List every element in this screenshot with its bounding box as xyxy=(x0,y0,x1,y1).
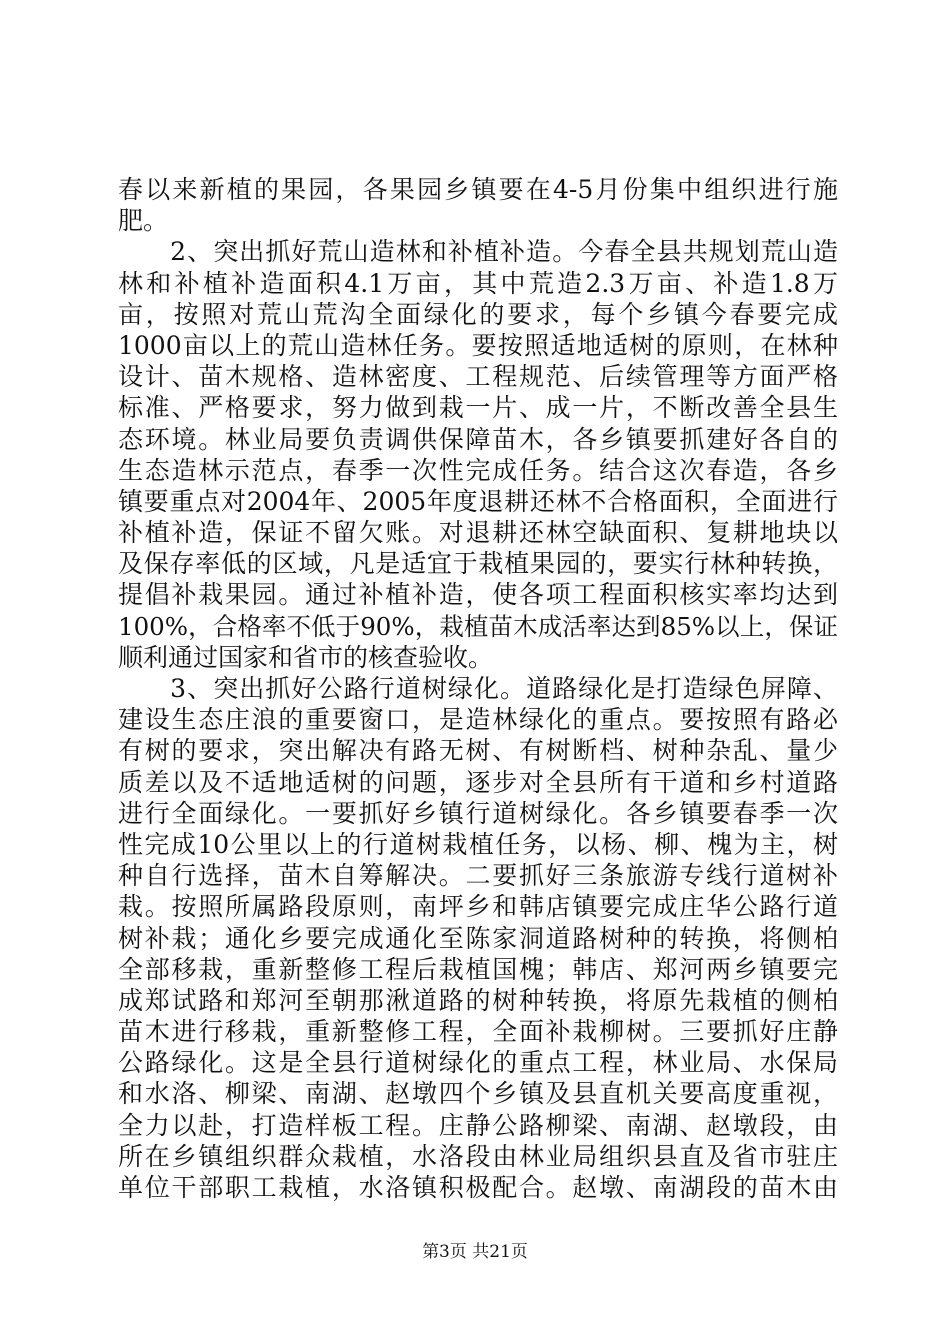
text-line: 100%，合格率不低于90%，栽植苗木成活率达到85%以上，保证 xyxy=(118,611,838,641)
text-line: 所在乡镇组织群众栽植，水洛段由林业局组织县直及省市驻庄 xyxy=(118,1141,838,1171)
text-line: 3、突出抓好公路行道树绿化。道路绿化是打造绿色屏障、 xyxy=(118,674,838,703)
text-line: 亩，按照对荒山荒沟全面绿化的要求，每个乡镇今春要完成 xyxy=(118,299,838,329)
text-line: 进行全面绿化。一要抓好乡镇行道树绿化。各乡镇要春季一次 xyxy=(118,798,838,828)
text-line: 种自行选择，苗木自筹解决。二要抓好三条旅游专线行道树补 xyxy=(118,861,838,891)
text-line: 态环境。林业局要负责调供保障苗木，各乡镇要抓建好各自的 xyxy=(118,424,838,454)
text-line: 提倡补栽果园。通过补植补造，使各项工程面积核实率均达到 xyxy=(118,580,838,610)
text-line: 肥。 xyxy=(118,206,169,236)
text-line: 全部移栽，重新整修工程后栽植国槐；韩店、郑河两乡镇要完 xyxy=(118,954,838,984)
text-line: 性完成10公里以上的行道树栽植任务，以杨、柳、槐为主，树 xyxy=(118,829,838,859)
text-line: 1000亩以上的荒山造林任务。要按照适地适树的原则，在林种 xyxy=(118,330,838,360)
text-line: 镇要重点对2004年、2005年度退耕还林不合格面积，全面进行 xyxy=(118,486,838,516)
text-line: 和水洛、柳梁、南湖、赵墩四个乡镇及县直机关要高度重视， xyxy=(118,1079,838,1109)
text-line: 标准、严格要求，努力做到栽一片、成一片，不断改善全县生 xyxy=(118,393,838,423)
text-line: 有树的要求，突出解决有路无树、有树断档、树种杂乱、量少 xyxy=(118,736,838,766)
text-line: 林和补植补造面积4.1万亩，其中荒造2.3万亩、补造1.8万 xyxy=(118,268,838,298)
text-line: 成郑试路和郑河至朝那湫道路的树种转换，将原先栽植的侧柏 xyxy=(118,985,838,1015)
text-line: 2、突出抓好荒山造林和补植补造。今春全县共规划荒山造 xyxy=(118,237,838,267)
text-line: 设计、苗木规格、造林密度、工程规范、后续管理等方面严格 xyxy=(118,362,838,392)
text-line: 及保存率低的区域，凡是适宜于栽植果园的，要实行林种转换， xyxy=(118,549,838,579)
text-line: 建设生态庄浪的重要窗口，是造林绿化的重点。要按照有路必 xyxy=(118,705,838,735)
body-text xyxy=(118,174,838,1203)
text-line: 质差以及不适地适树的问题，逐步对全县所有干道和乡村道路 xyxy=(118,767,838,797)
text-line: 顺利通过国家和省市的核查验收。 xyxy=(118,642,494,672)
text-line: 苗木进行移栽，重新整修工程，全面补栽柳树。三要抓好庄静 xyxy=(118,1017,838,1047)
text-line: 栽。按照所属路段原则，南坪乡和韩店镇要完成庄华公路行道 xyxy=(118,892,838,922)
text-line: 树补栽；通化乡要完成通化至陈家洞道路树种的转换，将侧柏 xyxy=(118,923,838,953)
page-number-footer: 第3页 共21页 xyxy=(422,1242,528,1262)
text-line: 补植补造，保证不留欠账。对退耕还林空缺面积、复耕地块以 xyxy=(118,518,838,548)
text-line: 公路绿化。这是全县行道树绿化的重点工程，林业局、水保局 xyxy=(118,1048,838,1078)
text-line: 春以来新植的果园，各果园乡镇要在4-5月份集中组织进行施 xyxy=(118,175,838,204)
text-line: 全力以赴，打造样板工程。庄静公路柳梁、南湖、赵墩段，由 xyxy=(118,1110,838,1140)
text-line: 生态造林示范点，春季一次性完成任务。结合这次春造，各乡 xyxy=(118,455,838,485)
text-line: 单位干部职工栽植，水洛镇积极配合。赵墩、南湖段的苗木由 xyxy=(118,1173,838,1202)
